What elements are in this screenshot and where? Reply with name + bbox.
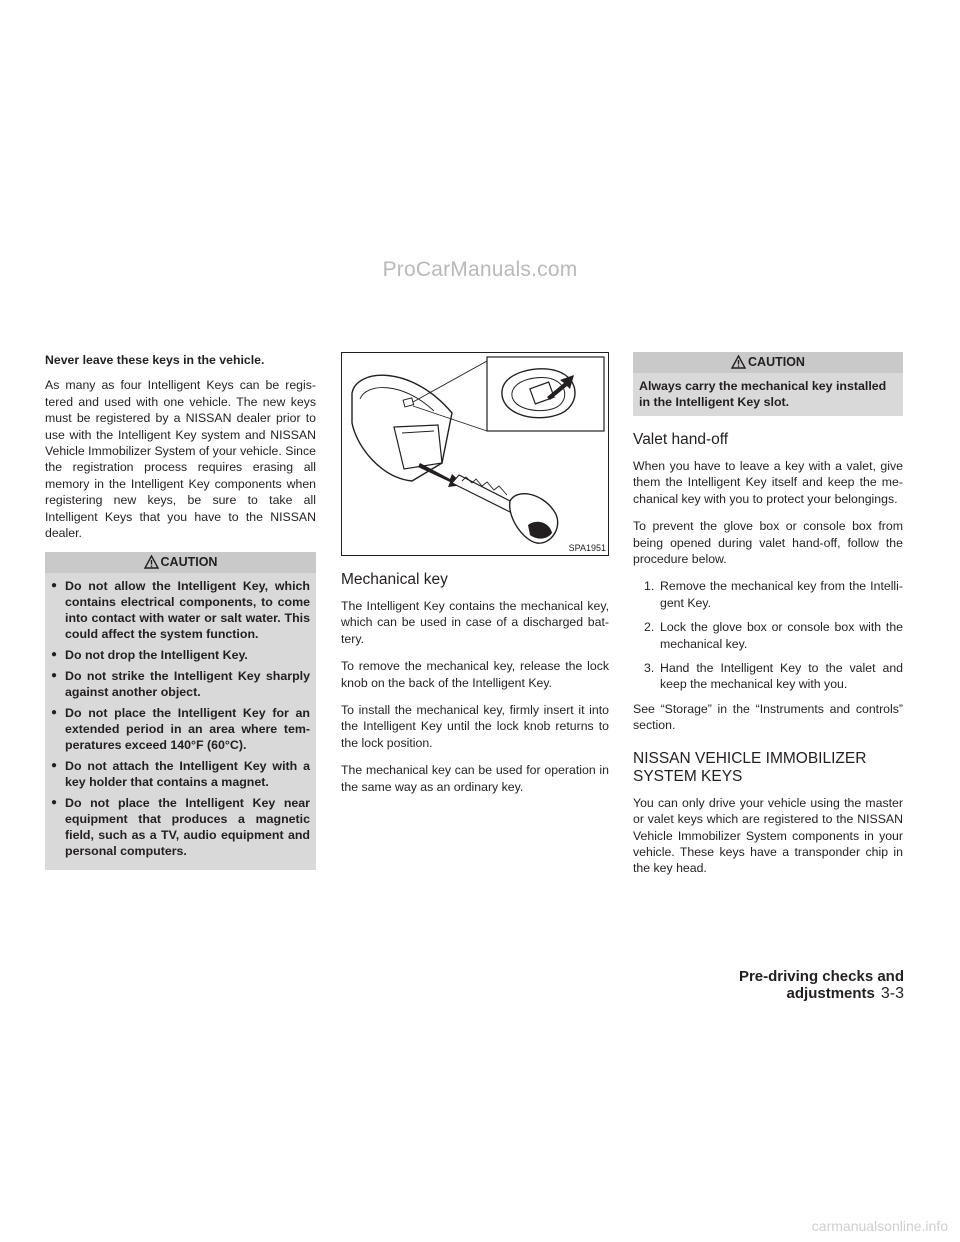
caution-list [45,578,316,859]
lead-warning: Never leave these keys in the vehicle. [45,353,265,367]
caution-item: ● Do not place the Intelligent Key for an extended period in an area where tem- peratures exceed 140°F (60°C). [51,705,310,753]
section-heading-mechanical-key: Mechanical key [341,571,448,588]
valet-paragraph: When you have to leave a key with a valet, give them the Intelligent Key itself and keep the me- chanical key with you to protect your belongings. [633,459,903,506]
warning-icon [144,555,159,569]
caution-title: CAUTION [160,555,218,570]
valet-steps [633,578,903,692]
figure-label: SPA1951 [568,543,606,553]
step-item: 1. Remove the mechanical key from the Intelli- gent Key. [644,579,903,610]
caution-item: ● Do not attach the Intelligent Key with a key holder that contains a magnet. [51,758,310,790]
caution-header [45,552,316,573]
bottom-watermark: carmanualsonline.info [811,1218,948,1234]
valet-paragraph: To prevent the glove box or console box from being opened during valet hand-off, follow the procedure below. [633,519,903,567]
mechanical-key-paragraph: The mechanical key can be used for operation in the same way as an ordinary key. [341,763,609,794]
column-right [633,352,903,888]
section-heading-immobilizer: NISSAN VEHICLE IMMOBILIZER SYSTEM KEYS [633,749,867,785]
caution-box-key-care [45,552,316,870]
caution-title: CAUTION [748,355,805,369]
caution-item: ● Do not drop the Intelligent Key. [51,647,310,663]
caution-item: ● Do not strike the Intelligent Key sharply against another object. [51,668,310,700]
caution-item: ● Do not place the Intelligent Key near equipment that produces a magnetic field, such as a TV, audio equipment and personal computers. [51,795,310,859]
caution-box-mechanical-key [633,352,903,416]
footer-section-title: Pre-driving checks and adjustments [738,968,904,1002]
page-footer [633,968,904,1003]
column-middle [341,352,609,806]
step-item: 2. Lock the glove box or console box with the mechanical key. [644,620,903,651]
mechanical-key-paragraph: The Intelligent Key contains the mechanical key, which can be used in case of a discharged bat- tery. [341,599,609,646]
mechanical-key-paragraph: To install the mechanical key, firmly insert it into the Intelligent Key until the lock knob returns to the lock position. [341,703,609,750]
step-item: 3. Hand the Intelligent Key to the valet and keep the mechanical key with you. [644,661,903,692]
intelligent-key-diagram-icon [342,353,608,555]
page-number: 3-3 [880,985,904,1002]
mechanical-key-illustration [341,352,609,556]
watermark: ProCarManuals.com [382,258,578,281]
warning-icon [731,355,746,369]
see-storage-reference: See “Storage” in the “Instruments and controls” section. [633,701,903,733]
caution-text: Always carry the mechanical key installed in the Intelligent Key slot. [639,379,887,409]
caution-header [633,352,903,373]
immobilizer-paragraph: You can only drive your vehicle using the master or valet keys which are registered to the NISSAN Vehicle Immobilizer System components in your vehicle. These keys have a transponder chip in the key head. [633,795,903,876]
mechanical-key-paragraph: To remove the mechanical key, release the lock knob on the back of the Intelligent Key. [341,659,609,690]
section-heading-valet: Valet hand-off [633,431,729,448]
registration-paragraph: As many as four Intelligent Keys can be regis- tered and used with one vehicle. The new keys must be registered by a NISSAN dealer prior to use with the Intelligent Key system and NISSAN Vehicle Immobilizer System of your vehicle. Since the registration process requires erasing all memory in the Intelligent Key components when registering new keys, be sure to take all Intelligent Keys that you have to the NISSAN dealer. [45,378,316,541]
caution-item: ● Do not allow the Intelligent Key, which contains electrical components, to come into contact with water or salt water. This could affect the system function. [51,578,310,642]
column-left [45,352,316,882]
